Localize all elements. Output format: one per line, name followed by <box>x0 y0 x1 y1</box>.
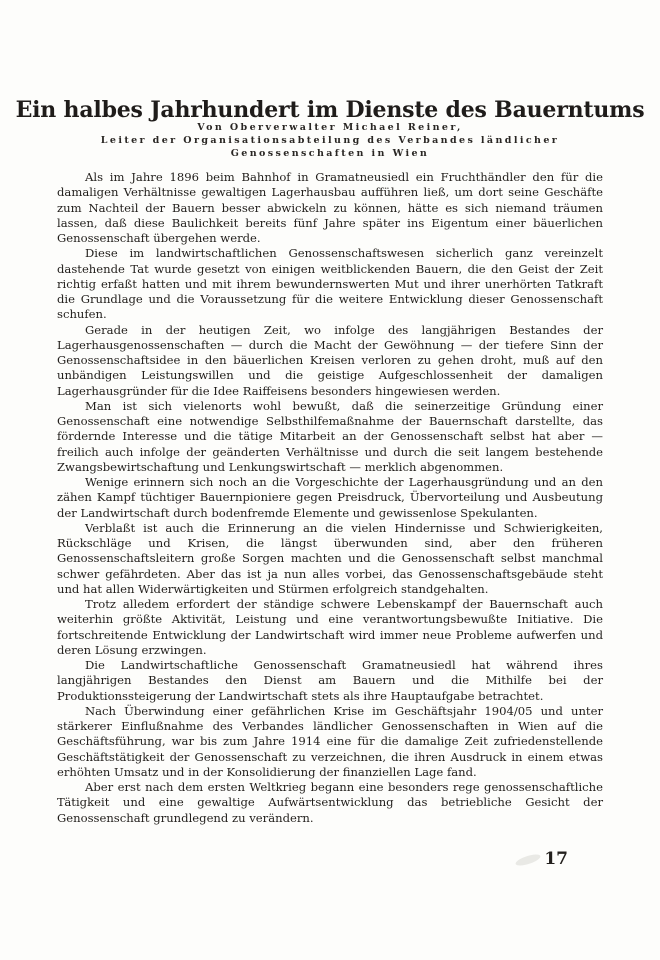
paragraph: Aber erst nach dem ersten Weltkrieg begann eine besonders rege genossenschaftliche Tätigkeit und eine gewaltige Aufwärtsentwicklung das betriebliche Gesicht der Genossenschaft grundlegend zu verändern. <box>57 780 603 825</box>
byline-line-org: Genossenschaften in Wien <box>230 148 430 159</box>
paragraph: Verblaßt ist auch die Erinnerung an die vielen Hindernisse und Schwierigkeiten, Rückschläge und Krisen, die längst überwunden sind, aber den früheren Genossenschaftsleitern große Sorgen machten und die Genossenschaft selbst manchmal schwer gefährdeten. Aber das ist ja nun alles vorbei, das Genossenschaftsgebäude steht und hat allen Widerwärtigkeiten und Stürmen erfolgreich standgehalten. <box>57 520 603 596</box>
byline <box>0 121 660 160</box>
paragraph: Man ist sich vielenorts wohl bewußt, daß die seinerzeitige Gründung einer Genossenschaft eine notwendige Selbsthilfemaßnahme der Bauernschaft darstellte, das fördernde Interesse und die tätige Mitarbeit an der Genossenschaft selbst hat aber — freilich auch infolge der geänderten Verhältnisse und durch die seit langem bestehende Zwangsbewirtschaftung und Lenkungswirtschaft — merklich abgenommen. <box>57 398 603 474</box>
scan-smudge <box>514 852 541 868</box>
byline-line-role: Leiter der Organisationsabteilung des Verbandes ländlicher <box>100 135 560 146</box>
paragraph: Gerade in der heutigen Zeit, wo infolge des langjährigen Bestandes der Lagerhausgenossenschaften — durch die Macht der Gewöhnung — der tiefere Sinn der Genossenschaftsidee in den bäuerlichen Kreisen verloren zu gehen droht, muß auf den unbändigen Leistungswillen und die geistige Aufgeschlossenheit der damaligen Lagerhausgründer für die Idee Raiffeisens besonders hingewiesen werden. <box>57 322 603 398</box>
byline-line-author: Von Oberverwalter Michael Reiner, <box>197 122 463 133</box>
body-text <box>57 170 603 826</box>
paragraph: Diese im landwirtschaftlichen Genossenschaftswesen sicherlich ganz vereinzelt dastehende Tat wurde gesetzt von einigen weitblickenden Bauern, die den Geist der Zeit richtig erfaßt hatten und mit ihrem bewundernswerten Mut und ihrer unerhörten Tatkraft die Grundlage und die Voraussetzung für die weitere Entwicklung dieser Genossenschaft schufen. <box>57 246 603 322</box>
paragraph: Als im Jahre 1896 beim Bahnhof in Gramatneusiedl ein Fruchthändler den für die damaligen Verhältnisse gewaltigen Lagerhausbau aufführen ließ, um dort seine Geschäfte zum Nachteil der Bauern besser abwickeln zu können, hätte es sich niemand träumen lassen, daß diese Baulichkeit bereits fünf Jahre später ins Eigentum einer bäuerlichen Genossenschaft übergehen werde. <box>57 170 603 245</box>
paragraph: Trotz alledem erfordert der ständige schwere Lebenskampf der Bauernschaft auch weiterhin größte Aktivität, Leistung und eine verantwortungsbewußte Initiative. Die fortschreitende Entwicklung der Landwirtschaft wird immer neue Probleme aufwerfen und deren Lösung erzwingen. <box>57 597 603 657</box>
page-title: Ein halbes Jahrhundert im Dienste des Bauerntums <box>15 96 645 123</box>
page-number: 17 <box>544 849 568 869</box>
paragraph: Nach Überwindung einer gefährlichen Krise im Geschäftsjahr 1904/05 und unter stärkerer Einflußnahme des Verbandes ländlicher Genossenschaften in Wien auf die Geschäftsführung, war bis zum Jahre 1914 eine für die damalige Zeit zufriedenstellende Geschäftstätigkeit der Genossenschaft zu verzeichnen, die ihren Ausdruck in einem etwas erhöhten Umsatz und in der Konsolidierung der finanziellen Lage fand. <box>57 703 603 779</box>
paragraph: Wenige erinnern sich noch an die Vorgeschichte der Lagerhausgründung und an den zähen Kampf tüchtiger Bauernpioniere gegen Preisdruck, Übervorteilung und Ausbeutung der Landwirtschaft durch bodenfremde Elemente und gewissenlose Spekulanten. <box>57 475 603 520</box>
paragraph: Die Landwirtschaftliche Genossenschaft Gramatneusiedl hat während ihres langjährigen Bestandes den Dienst am Bauern und die Mithilfe bei der Produktionssteigerung der Landwirtschaft stets als ihre Hauptaufgabe betrachtet. <box>57 658 603 703</box>
